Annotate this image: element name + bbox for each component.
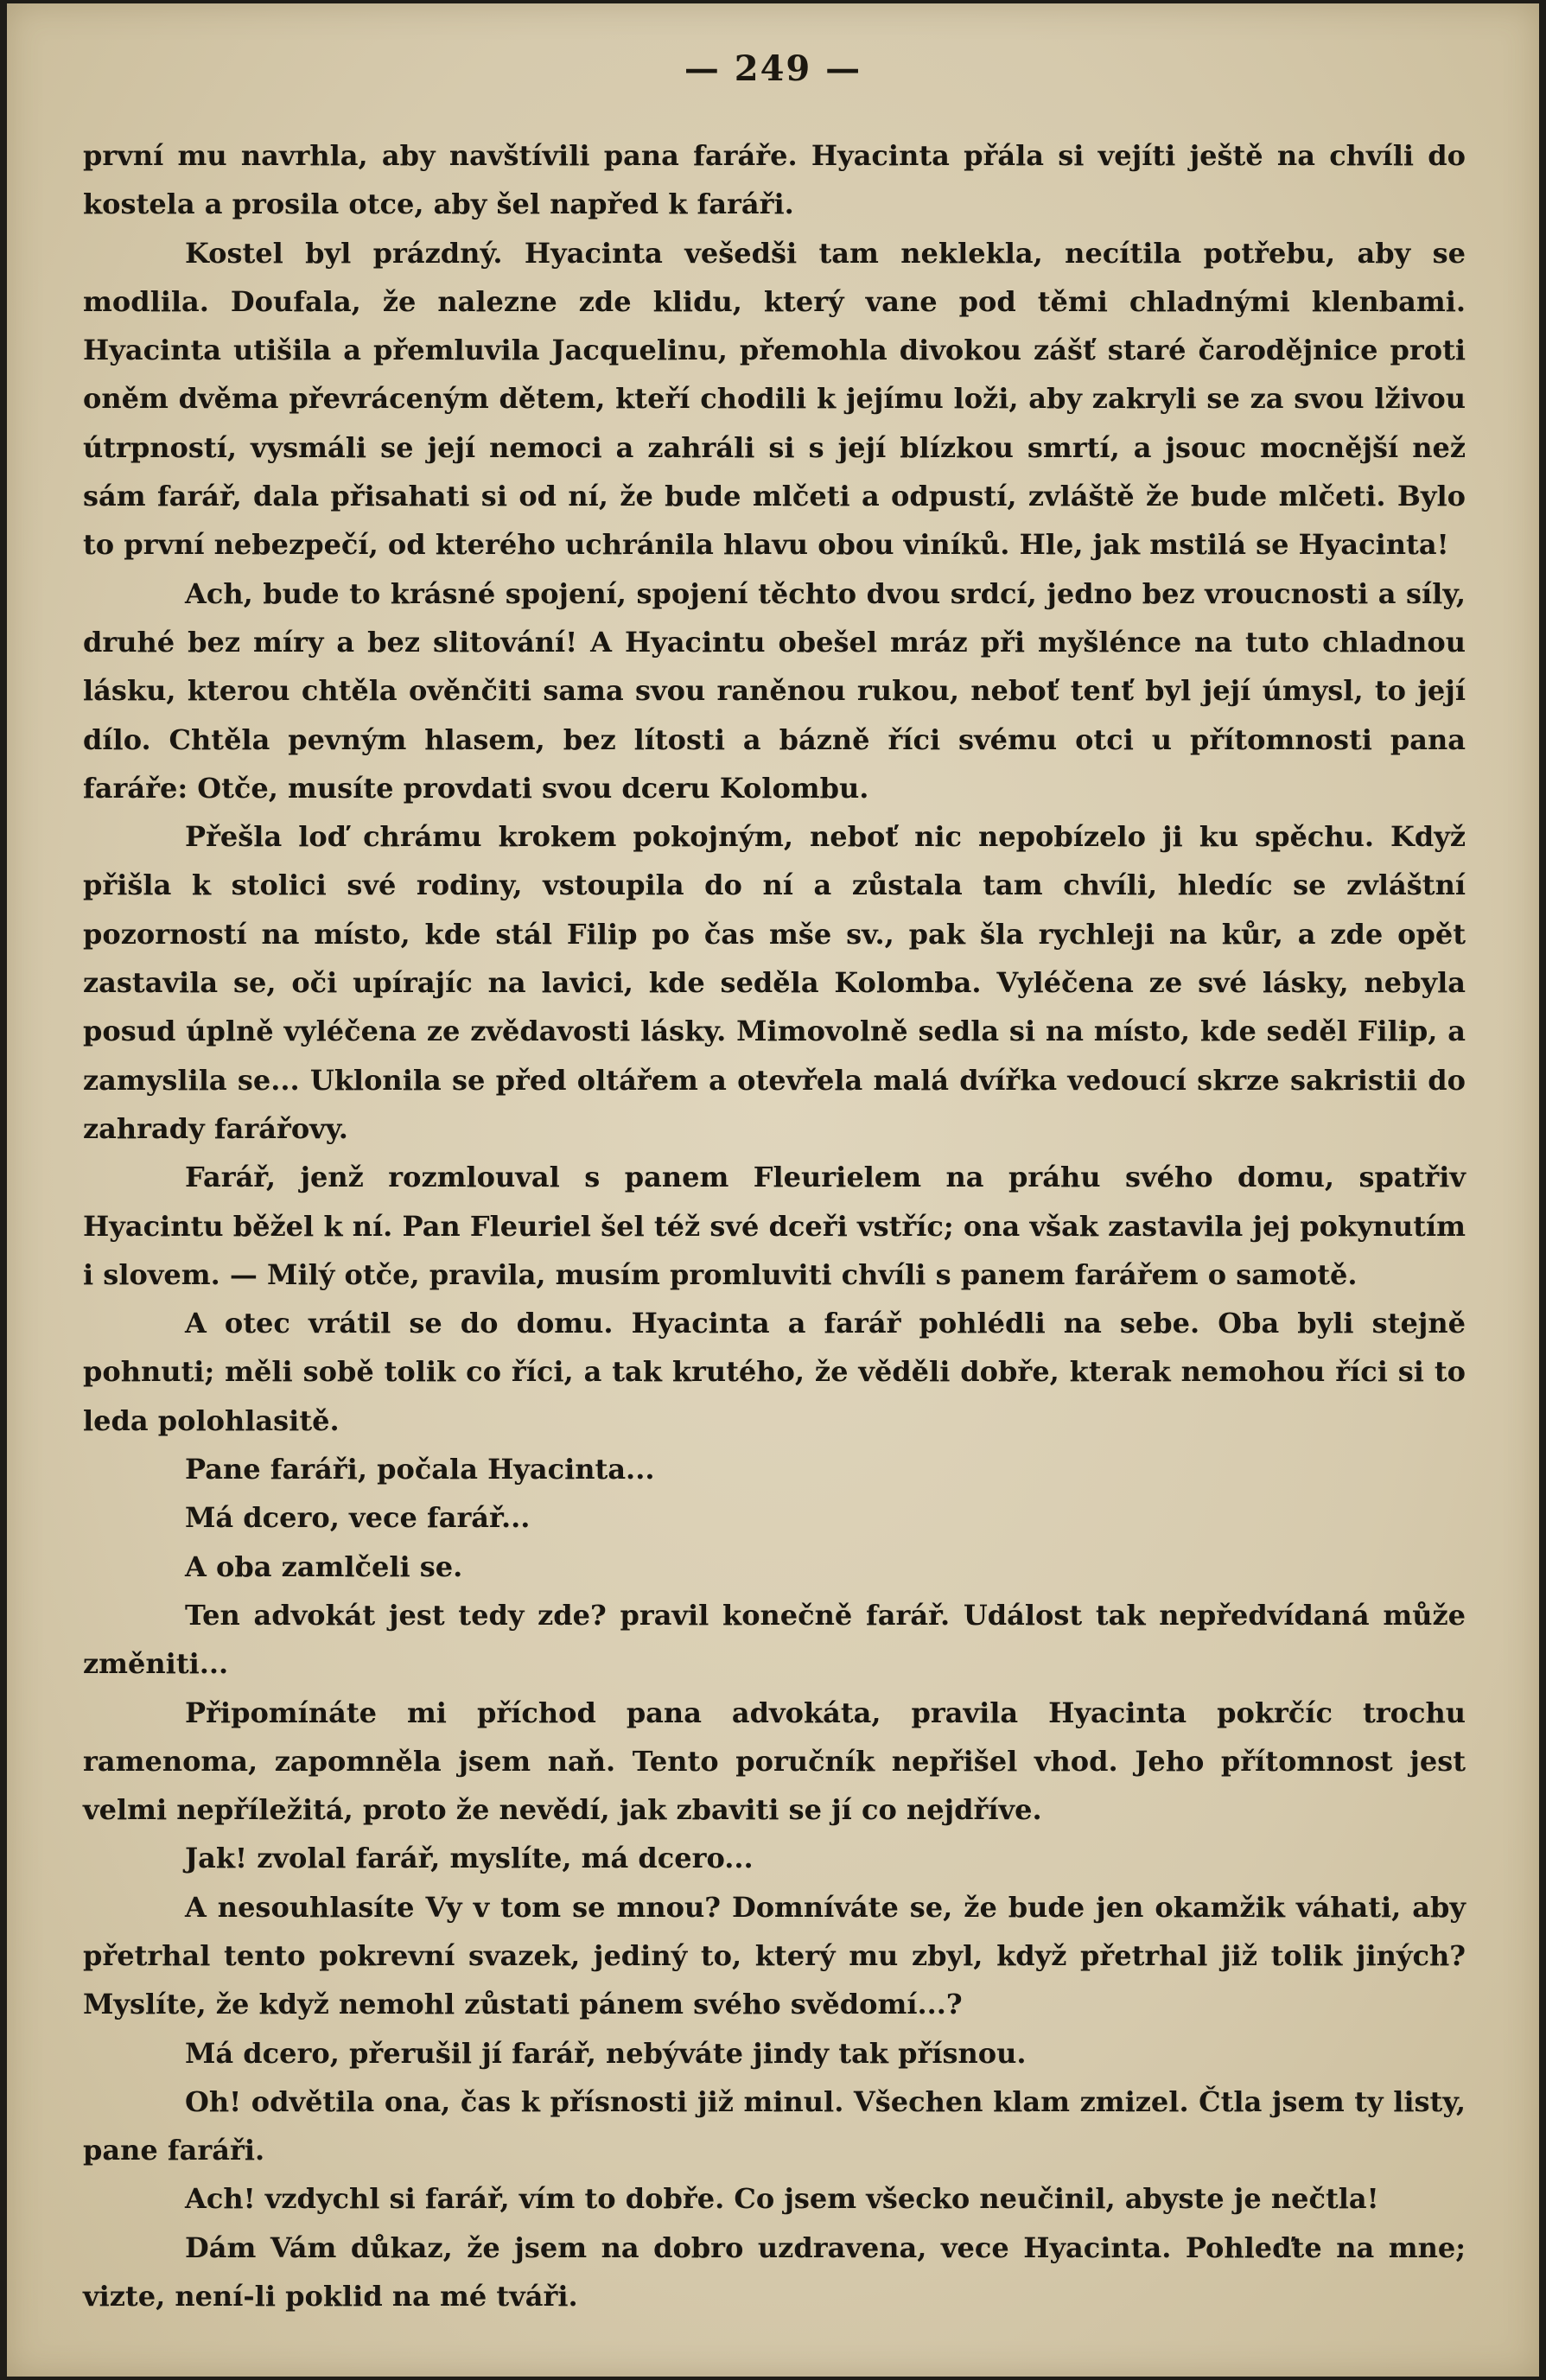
paragraph: Kostel byl prázdný. Hyacinta vešedši tam neklekla, necítila potřebu, aby se modlila. Doufala, že nalezne zde klidu, který vane pod těmi chladnými klenbami. Hyacinta utišila a přemluvila Jacquelinu, přemohla divokou zášť staré čarodějnice proti oněm dvěma převráceným dětem, kteří chodili k jejímu loži, aby zakryli se za svou lživou útrpností, vysmáli se její nemoci a zahráli si s její blízkou smrtí, a jsouc mocnější než sám farář, dala přisahati si od ní, že bude mlčeti a odpustí, zvláště že bude mlčeti. Bylo to první nebezpečí, od kterého uchránila hlavu obou viníků. Hle, jak mstilá se Hyacinta! — [83, 236, 1466, 562]
paragraph: Pane faráři, počala Hyacinta... — [185, 1453, 655, 1486]
paragraph: Má dcero, přerušil jí farář, nebýváte jindy tak přísnou. — [185, 2036, 1027, 2070]
paragraph: Přešla loď chrámu krokem pokojným, neboť nic nepobízelo ji ku spěchu. Když přišla k stolici své rodiny, vstoupila do ní a zůstala tam chvíli, hledíc se zvláštní pozorností na místo, kde stál Filip po čas mše sv., pak šla rychleji na kůr, a zde opět zastavila se, oči upírajíc na lavici, kde seděla Kolomba. Vyléčena ze své lásky, nebyla posud úplně vyléčena ze zvědavosti lásky. Mimovolně sedla si na místo, kde seděl Filip, a zamyslila se... Uklonila se před oltářem a otevřela malá dvířka vedoucí skrze sakristii do zahrady farářovy. — [83, 820, 1466, 1145]
paragraph: Oh! odvětila ona, čas k přísnosti již minul. Všechen klam zmizel. Čtla jsem ty listy, pane faráři. — [83, 2084, 1466, 2167]
page-number: — 249 — — [684, 48, 862, 89]
paragraph: Připomínáte mi příchod pana advokáta, pravila Hyacinta pokrčíc trochu ramenoma, zapomněla jsem naň. Tento poručník nepřišel vhod. Jeho přítomnost jest velmi nepříležitá, proto že nevědí, jak zbaviti se jí co nejdříve. — [83, 1696, 1466, 1827]
paragraph: Má dcero, vece farář... — [185, 1501, 531, 1535]
paragraph: Dám Vám důkaz, že jsem na dobro uzdravena, vece Hyacinta. Pohleďte na mne; vizte, není-li poklid na mé tváři. — [83, 2230, 1466, 2313]
paragraph: Farář, jenž rozmlouval s panem Fleurielem na práhu svého domu, spatřiv Hyacintu běžel k ní. Pan Fleuriel šel též své dceři vstříc; ona však zastavila jej pokynutím i slovem. — Milý otče, pravila, musím promluviti chvíli s panem farářem o samotě. — [83, 1161, 1466, 1291]
book-page — [7, 3, 1539, 2377]
paragraph: první mu navrhla, aby navštívili pana faráře. Hyacinta přála si vejíti ještě na chvíli do kostela a prosila otce, aby šel napřed k faráři. — [83, 139, 1466, 221]
body-text — [83, 131, 1466, 2320]
paragraph: Jak! zvolal farář, myslíte, má dcero... — [185, 1842, 754, 1875]
paragraph: A nesouhlasíte Vy v tom se mnou? Domníváte se, že bude jen okamžik váhati, aby přetrhal tento pokrevní svazek, jediný to, který mu zbyl, když přetrhal již tolik jiných? Myslíte, že když nemohl zůstati pánem svého svědomí...? — [83, 1890, 1466, 2021]
paragraph: A otec vrátil se do domu. Hyacinta a farář pohlédli na sebe. Oba byli stejně pohnuti; měli sobě tolik co říci, a tak krutého, že věděli dobře, kterak nemohou říci si to leda polohlasitě. — [83, 1307, 1466, 1437]
paragraph: Ten advokát jest tedy zde? pravil konečně farář. Událost tak nepředvídaná může změniti... — [83, 1598, 1466, 1681]
paragraph: Ach! vzdychl si farář, vím to dobře. Co jsem všecko neučinil, abyste je nečtla! — [185, 2182, 1379, 2216]
paragraph: A oba zamlčeli se. — [185, 1550, 463, 1583]
paragraph: Ach, bude to krásné spojení, spojení těchto dvou srdcí, jedno bez vroucnosti a síly, druhé bez míry a bez slitování! A Hyacintu obešel mráz při myšlénce na tuto chladnou lásku, kterou chtěla ověnčiti sama svou raněnou rukou, neboť tenť byl její úmysl, to její dílo. Chtěla pevným hlasem, bez lítosti a bázně říci svému otci u přítomnosti pana faráře: Otče, musíte provdati svou dceru Kolombu. — [83, 576, 1466, 805]
